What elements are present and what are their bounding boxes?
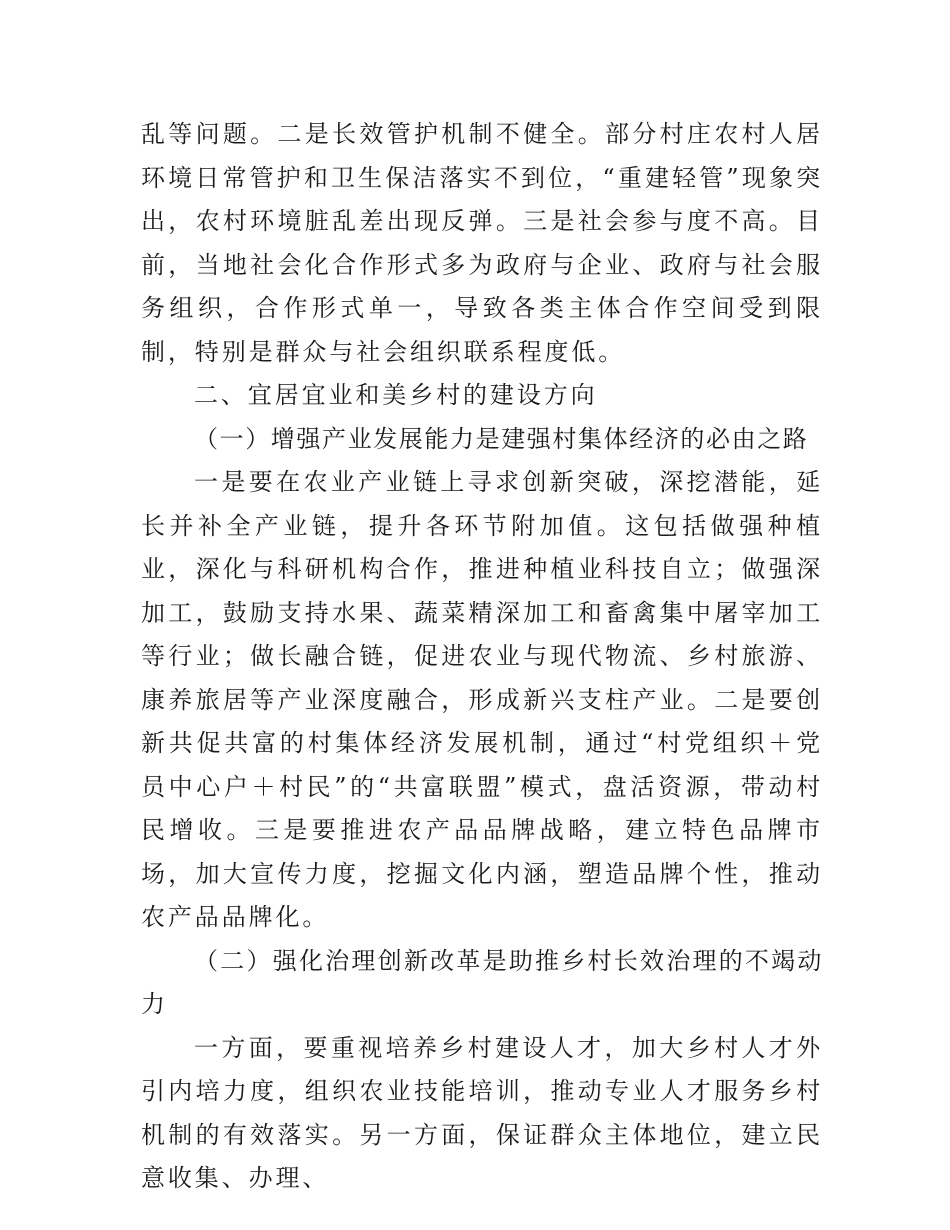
sub-heading-industry-development: （一）增强产业发展能力是建强村集体经济的必由之路: [194, 424, 809, 453]
paragraph-governance-reform: 一方面，要重视培养乡村建设人才，加大乡村人才外引内培力度，组织农业技能培训，推动专业人才服务乡村机制的有效落实。另一方面，保证群众主体地位，建立民意收集、办理、: [141, 1033, 823, 1192]
paragraph-industry-development: 一是要在农业产业链上寻求创新突破，深挖潜能，延长并补全产业链，提升各环节附加值。这包括做强种植业，深化与科研机构合作，推进种植业科技自立；做强深加工，鼓励支持水果、蔬菜精深加工和畜禽集中屠宰加工等行业；做长融合链，促进农业与现代物流、乡村旅游、康养旅居等产业深度融合，形成新兴支柱产业。二是要创新共促共富的村集体经济发展机制，通过“村党组织＋党员中心户＋村民”的“共富联盟”模式，盘活资源，带动村民增收。三是要推进农产品品牌战略，建立特色品牌市场，加大宣传力度，挖掘文化内涵，塑造品牌个性，推动农产品品牌化。: [141, 468, 823, 931]
section-heading-construction-direction: 二、宜居宜业和美乡村的建设方向: [194, 381, 598, 409]
sub-heading-governance-reform: （二）强化治理创新改革是助推乡村长效治理的不竭动力: [141, 946, 823, 1018]
paragraph-problems-continued: 乱等问题。二是长效管护机制不健全。部分村庄农村人居环境日常管护和卫生保洁落实不到位，“重建轻管”现象突出，农村环境脏乱差出现反弹。三是社会参与度不高。目前，当地社会化合作形式多为政府与企业、政府与社会服务组织，合作形式单一，导致各类主体合作空间受到限制，特别是群众与社会组织联系程度低。: [141, 120, 823, 366]
document-body: [141, 113, 823, 1201]
